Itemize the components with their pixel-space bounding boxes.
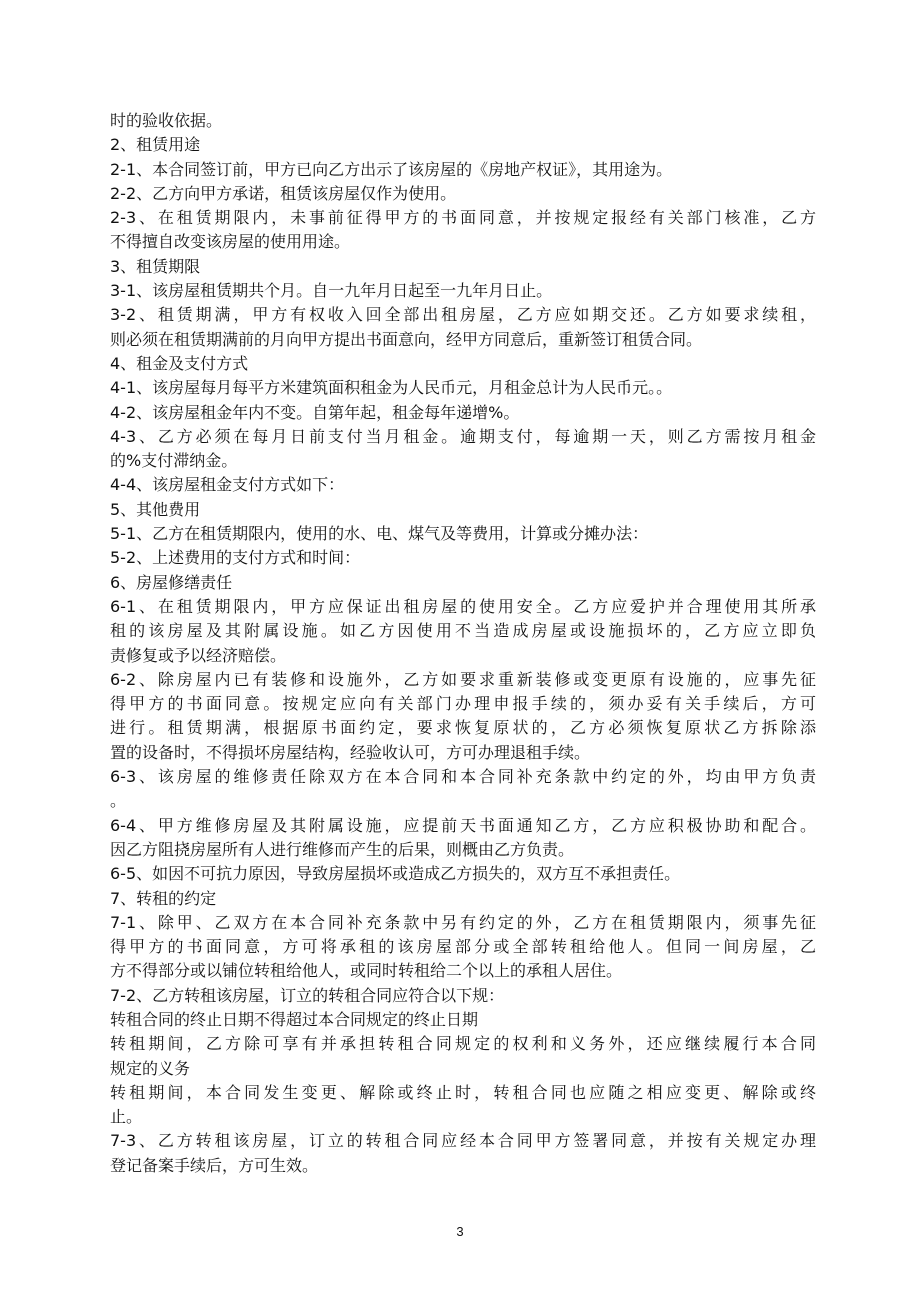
text-line: 6-2、除房屋内已有装修和设施外，乙方如要求重新装修或变更原有设施的，应事先征 <box>110 669 816 689</box>
text-line: 转租期间，本合同发生变更、解除或终止时，转租合同也应随之相应变更、解除或终 <box>110 1082 816 1102</box>
text-line: 7-1、除甲、乙双方在本合同补充条款中另有约定的外，乙方在租赁期限内，须事先征 <box>110 912 816 932</box>
text-line: 6-3、该房屋的维修责任除双方在本合同和本合同补充条款中约定的外，均由甲方负责 <box>110 767 816 787</box>
text-line: 4-3、乙方必须在每月日前支付当月租金。逾期支付，每逾期一天，则乙方需按月租金 <box>110 426 816 446</box>
text-line: 3、租赁期限 <box>110 256 201 276</box>
text-line: 进行。租赁期满，根据原书面约定，要求恢复原状的，乙方必须恢复原状乙方拆除添 <box>110 718 816 738</box>
text-line: 租的该房屋及其附属设施。如乙方因使用不当造成房屋或设施损坏的，乙方应立即负 <box>110 621 816 641</box>
text-line: 规定的义务 <box>110 1058 191 1078</box>
text-line: 2-3、在租赁期限内，未事前征得甲方的书面同意，并按规定报经有关部门核准，乙方 <box>110 208 816 228</box>
text-line: 6-4、甲方维修房屋及其附属设施，应提前天书面通知乙方，乙方应积极协助和配合。 <box>110 815 816 835</box>
text-line: 得甲方的书面同意。按规定应向有关部门办理申报手续的，须办妥有关手续后，方可 <box>110 694 816 714</box>
text-line: 方不得部分或以铺位转租给他人，或同时转租给二个以上的承租人居住。 <box>110 961 623 981</box>
text-line: 6、房屋修缮责任 <box>110 572 233 592</box>
text-line: 的%支付滞纳金。 <box>110 451 238 471</box>
text-line: 5-2、上述费用的支付方式和时间： <box>110 548 361 568</box>
text-line: 2-1、本合同签订前，甲方已向乙方出示了该房屋的《房地产权证》，其用途为。 <box>110 159 673 179</box>
text-line: 登记备案手续后，方可生效。 <box>110 1155 319 1175</box>
text-line: 因乙方阻挠房屋所有人进行维修而产生的后果，则概由乙方负责。 <box>110 839 575 859</box>
text-line: 3-2、租赁期满，甲方有权收入回全部出租房屋，乙方应如期交还。乙方如要求续租， <box>110 305 816 325</box>
text-line: 5、其他费用 <box>110 499 201 519</box>
text-line: 得甲方的书面同意，方可将承租的该房屋部分或全部转租给他人。但同一间房屋，乙 <box>110 937 816 957</box>
text-line: 。 <box>110 791 127 811</box>
document-body <box>110 109 816 1178</box>
text-line: 转租合同的终止日期不得超过本合同规定的终止日期 <box>110 1009 479 1029</box>
text-line: 不得擅自改变该房屋的使用用途。 <box>110 232 351 252</box>
text-line: 时的验收依据。 <box>110 111 223 130</box>
text-line: 则必须在租赁期满前的月向甲方提出书面意向，经甲方同意后，重新签订租赁合同。 <box>110 329 703 349</box>
text-line: 7-3、乙方转租该房屋，订立的转租合同应经本合同甲方签署同意，并按有关规定办理 <box>110 1131 816 1151</box>
text-line: 2-2、乙方向甲方承诺，租赁该房屋仅作为使用。 <box>110 183 457 203</box>
text-line: 3-1、该房屋租赁期共个月。自一九年月日起至一九年月日止。 <box>110 281 553 301</box>
text-line: 6-1、在租赁期限内，甲方应保证出租房屋的使用安全。乙方应爱护并合理使用其所承 <box>110 596 816 616</box>
text-line: 6-5、如因不可抗力原因，导致房屋损坏或造成乙方损失的，双方互不承担责任。 <box>110 864 681 884</box>
text-line: 4-4、该房屋租金支付方式如下： <box>110 475 345 495</box>
text-line: 2、租赁用途 <box>110 135 201 155</box>
text-line: 7、转租的约定 <box>110 888 217 908</box>
page-number: 3 <box>456 1224 464 1239</box>
text-line: 置的设备时，不得损坏房屋结构，经验收认可，方可办理退租手续。 <box>110 742 591 762</box>
text-line: 止。 <box>110 1107 143 1127</box>
text-line: 7-2、乙方转租该房屋，订立的转租合同应符合以下规： <box>110 985 505 1005</box>
text-line: 转租期间，乙方除可享有并承担转租合同规定的权利和义务外，还应继续履行本合同 <box>110 1034 816 1054</box>
text-line: 5-1、乙方在租赁期限内，使用的水、电、煤气及等费用，计算或分摊办法： <box>110 524 649 544</box>
text-line: 4-1、该房屋每月每平方米建筑面积租金为人民币元，月租金总计为人民币元。。 <box>110 378 673 398</box>
text-line: 责修复或予以经济赔偿。 <box>110 645 287 665</box>
text-line: 4、租金及支付方式 <box>110 353 249 373</box>
text-line: 4-2、该房屋租金年内不变。自第年起，租金每年递增%。 <box>110 402 520 422</box>
